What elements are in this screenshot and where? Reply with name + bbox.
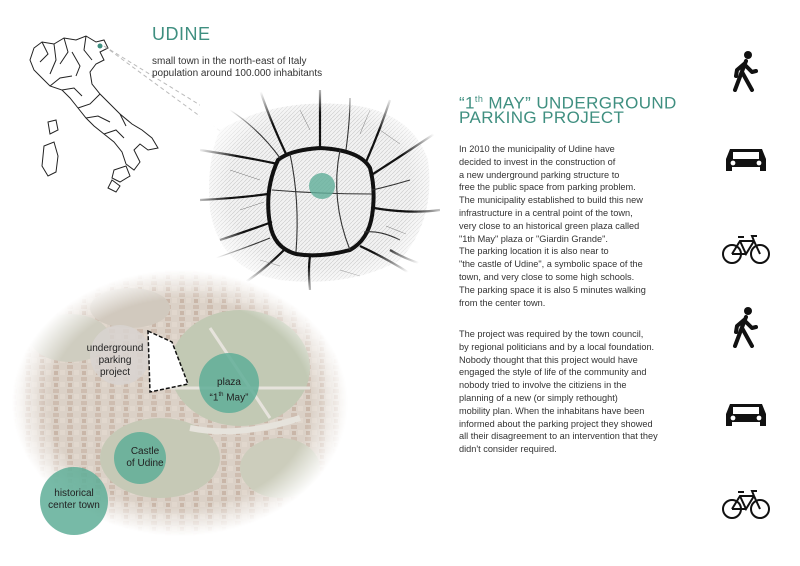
subtitle-line2: population around 100.000 inhabitants (152, 68, 323, 79)
project-paragraph-2: The project was required by the town council, by regional politicians and by a local foundation. Nobody thought that this project would have engaged the style of life of the community and nobody tried to involve the citiziens in the planning of a new (or simply rethought) mobility plan. When the inhabitans have been informed about the parking project they showed all their disagreement to an intervention that they didn't consider required. (459, 329, 658, 455)
pedestrian-icon (722, 50, 770, 92)
car-icon (722, 145, 770, 175)
project-title-line2: PARKING PROJECT (459, 108, 625, 127)
project-paragraph-1: In 2010 the municipality of Udine have decided to invest in the construction of a new underground parking structure to free the public space from parking problem. The municipality established to build this new infrastructure in a central point of the town, very close to an historical green plaza called "1th May" plaza or "Giardin Grande". The parking location it is also near to "the castle of Udine", a symbolic space of the town, and very close to some high schools. The parking space it is also 5 minutes walking from the center town. (459, 144, 646, 308)
city-road-map (200, 90, 440, 290)
label-castle-of-udine: Castle of Udine (126, 446, 164, 469)
car-icon (722, 400, 770, 430)
project-title: “1th MAY” UNDERGROUND (459, 93, 677, 113)
label-historical-center: historical center town (48, 488, 100, 511)
pedestrian-icon (722, 306, 770, 348)
label-underground-parking: underground parking project (86, 343, 144, 378)
bicycle-icon (722, 232, 770, 266)
subtitle-line1: small town in the north-east of Italy (152, 56, 307, 67)
label-plaza-1th-may: plaza “1th May” (209, 377, 249, 404)
page-title: UDINE (152, 24, 211, 44)
bicycle-icon (722, 487, 770, 521)
